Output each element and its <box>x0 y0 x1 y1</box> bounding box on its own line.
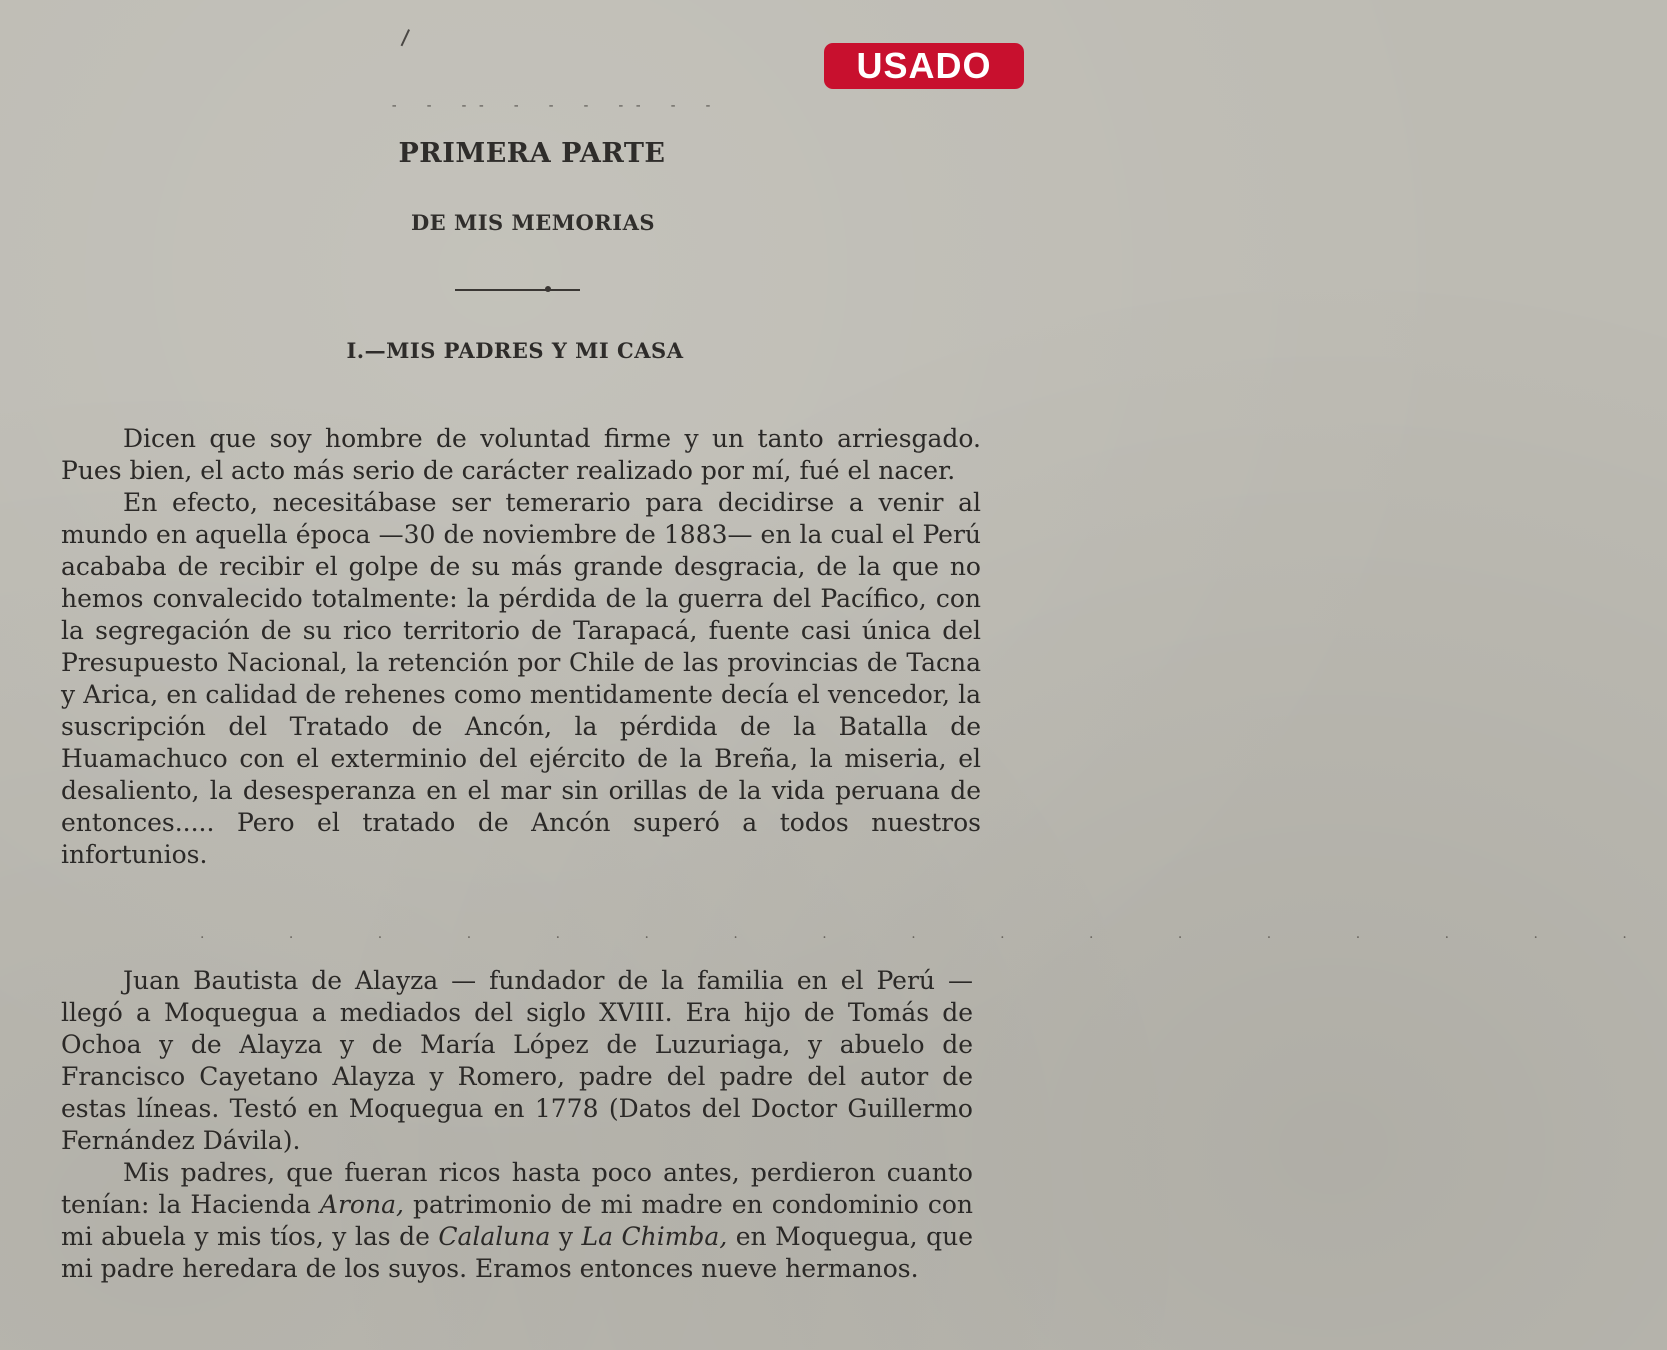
faded-header-dashes: - - -- - - - -- - - <box>390 98 722 114</box>
paragraph-4-part-b: patrimonio de mi madre en condominio con mi abuela y mis tíos, y las de <box>61 1190 973 1251</box>
text-block-birth <box>61 423 981 871</box>
hacienda-la-chimba: La Chimba, <box>581 1222 728 1251</box>
paragraph-3: Juan Bautista de Alayza — fundador de la familia en el Perú — llegó a Moquegua a mediados del siglo XVIII. Era hijo de Tomás de Ochoa y de Alayza y de María López de Luzuriaga, y abuelo de Francisco Cayetano Alayza y Romero, padre del padre del autor de estas líneas. Testó en Moquegua en 1778 (Datos del Doctor Guillermo Fernández Dávila). <box>61 966 973 1155</box>
paragraph-4-part-a: Mis padres, que fueran ricos hasta poco antes, perdieron cuanto tenían: la Hacienda <box>61 1158 973 1219</box>
hacienda-arona: Arona, <box>319 1190 404 1219</box>
chapter-title: I.—MIS PADRES Y MI CASA <box>346 338 684 363</box>
hacienda-calaluna: Calaluna <box>438 1222 551 1251</box>
paragraph-4 <box>61 1157 973 1285</box>
paragraph-1: Dicen que soy hombre de voluntad firme y un tanto arriesgado. Pues bien, el acto más serio de carácter realizado por mí, fué el nacer. <box>61 424 981 485</box>
part-title: PRIMERA PARTE <box>398 138 666 169</box>
ornamental-rule <box>455 289 580 291</box>
used-badge: USADO <box>824 43 1024 89</box>
pencil-mark <box>401 29 416 49</box>
paragraph-2: En efecto, necesitábase ser temerario para decidirse a venir al mundo en aquella época —30 de noviembre de 1883— en la cual el Perú acababa de recibir el golpe de su más grande desgracia, de la que no hemos convalecido totalmente: la pérdida de la guerra del Pacífico, con la segregación de su rico territorio de Tarapacá, fuente casi única del Presupuesto Nacional, la retención por Chile de las provincias de Tacna y Arica, en calidad de rehenes como mentidamente decía el vencedor, la suscripción del Tratado de Ancón, la pérdida de la Batalla de Huamachuco con el exterminio del ejército de la Breña, la miseria, el desaliento, la desesperanza en el mar sin orillas de la vida peruana de entonces..... Pero el tratado de Ancón superó a todos nuestros infortunios. <box>61 488 981 869</box>
section-separator-specks: · · · · · · · · · · · · · · · · · <box>200 930 1667 946</box>
paragraph-4-end: en Moquegua, que mi padre heredara de los suyos. Eramos entonces nueve hermanos. <box>61 1222 973 1283</box>
paragraph-4-conj: y <box>550 1222 582 1251</box>
ornamental-rule-dot <box>545 286 551 292</box>
book-subtitle: DE MIS MEMORIAS <box>410 210 656 235</box>
text-block-family <box>61 965 973 1285</box>
